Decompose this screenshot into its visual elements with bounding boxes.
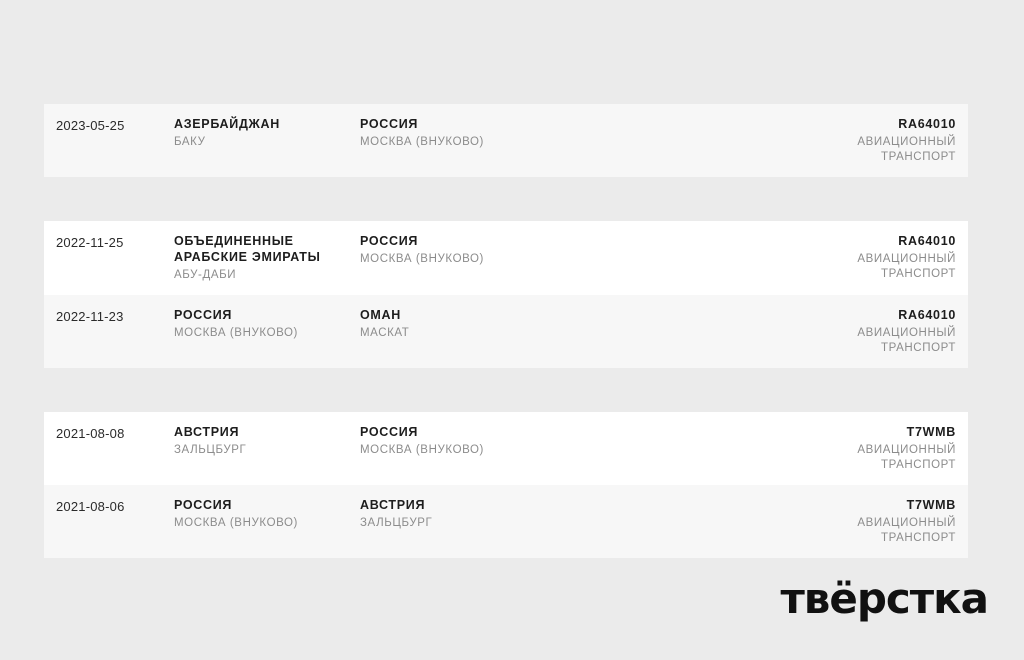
aircraft-registration: T7WMB: [906, 498, 956, 512]
destination-country: РОССИЯ: [360, 117, 419, 131]
destination-city: МАСКАТ: [360, 327, 410, 339]
cell-origin: [174, 221, 360, 295]
cell-origin: [174, 295, 360, 368]
origin-country: ОБЪЕДИНЕННЫЕ АРАБСКИЕ ЭМИРАТЫ: [174, 234, 321, 264]
destination-country: АВСТРИЯ: [360, 498, 426, 512]
cell-aircraft: [780, 295, 968, 368]
destination-country: РОССИЯ: [360, 425, 419, 439]
aircraft-registration: RA64010: [898, 117, 956, 131]
origin-city: АБУ-ДАБИ: [174, 269, 237, 281]
destination-city: МОСКВА (ВНУКОВО): [360, 253, 484, 265]
origin-country: РОССИЯ: [174, 308, 233, 322]
transport-type: АВИАЦИОННЫЙ ТРАНСПОРТ: [857, 253, 956, 280]
destination-city: ЗАЛЬЦБУРГ: [360, 517, 433, 529]
flight-date: 2021-08-06: [56, 499, 125, 514]
cell-destination: [360, 485, 780, 558]
cell-aircraft: [780, 485, 968, 558]
cell-destination: [360, 412, 780, 485]
destination-country: ОМАН: [360, 308, 401, 322]
flight-groups: [44, 104, 968, 558]
flight-group: [44, 221, 968, 368]
transport-type: АВИАЦИОННЫЙ ТРАНСПОРТ: [857, 327, 956, 354]
flight-date: 2023-05-25: [56, 118, 125, 133]
aircraft-registration: RA64010: [898, 234, 956, 248]
flight-date: 2022-11-23: [56, 309, 124, 324]
cell-origin: [174, 104, 360, 177]
aircraft-registration: RA64010: [898, 308, 956, 322]
cell-origin: [174, 412, 360, 485]
origin-country: АВСТРИЯ: [174, 425, 240, 439]
origin-country: РОССИЯ: [174, 498, 233, 512]
destination-country: РОССИЯ: [360, 234, 419, 248]
table-row[interactable]: [44, 221, 968, 295]
origin-city: БАКУ: [174, 136, 206, 148]
table-row[interactable]: [44, 295, 968, 368]
origin-city: МОСКВА (ВНУКОВО): [174, 327, 298, 339]
cell-date: [44, 295, 174, 368]
origin-country: АЗЕРБАЙДЖАН: [174, 117, 281, 131]
cell-destination: [360, 221, 780, 295]
flight-group: [44, 104, 968, 177]
table-row[interactable]: [44, 104, 968, 177]
transport-type: АВИАЦИОННЫЙ ТРАНСПОРТ: [857, 444, 956, 471]
transport-type: АВИАЦИОННЫЙ ТРАНСПОРТ: [857, 517, 956, 544]
table-row[interactable]: [44, 485, 968, 558]
cell-date: [44, 412, 174, 485]
cell-date: [44, 104, 174, 177]
cell-aircraft: [780, 104, 968, 177]
aircraft-registration: T7WMB: [906, 425, 956, 439]
destination-city: МОСКВА (ВНУКОВО): [360, 136, 484, 148]
flight-group: [44, 412, 968, 558]
origin-city: ЗАЛЬЦБУРГ: [174, 444, 247, 456]
cell-date: [44, 221, 174, 295]
flight-date: 2022-11-25: [56, 235, 124, 250]
origin-city: МОСКВА (ВНУКОВО): [174, 517, 298, 529]
destination-city: МОСКВА (ВНУКОВО): [360, 444, 484, 456]
flight-date: 2021-08-08: [56, 426, 125, 441]
cell-date: [44, 485, 174, 558]
transport-type: АВИАЦИОННЫЙ ТРАНСПОРТ: [857, 136, 956, 163]
table-row[interactable]: [44, 412, 968, 485]
cell-aircraft: [780, 221, 968, 295]
verstka-logo: твёрстка: [780, 574, 988, 623]
cell-aircraft: [780, 412, 968, 485]
cell-destination: [360, 104, 780, 177]
cell-origin: [174, 485, 360, 558]
cell-destination: [360, 295, 780, 368]
